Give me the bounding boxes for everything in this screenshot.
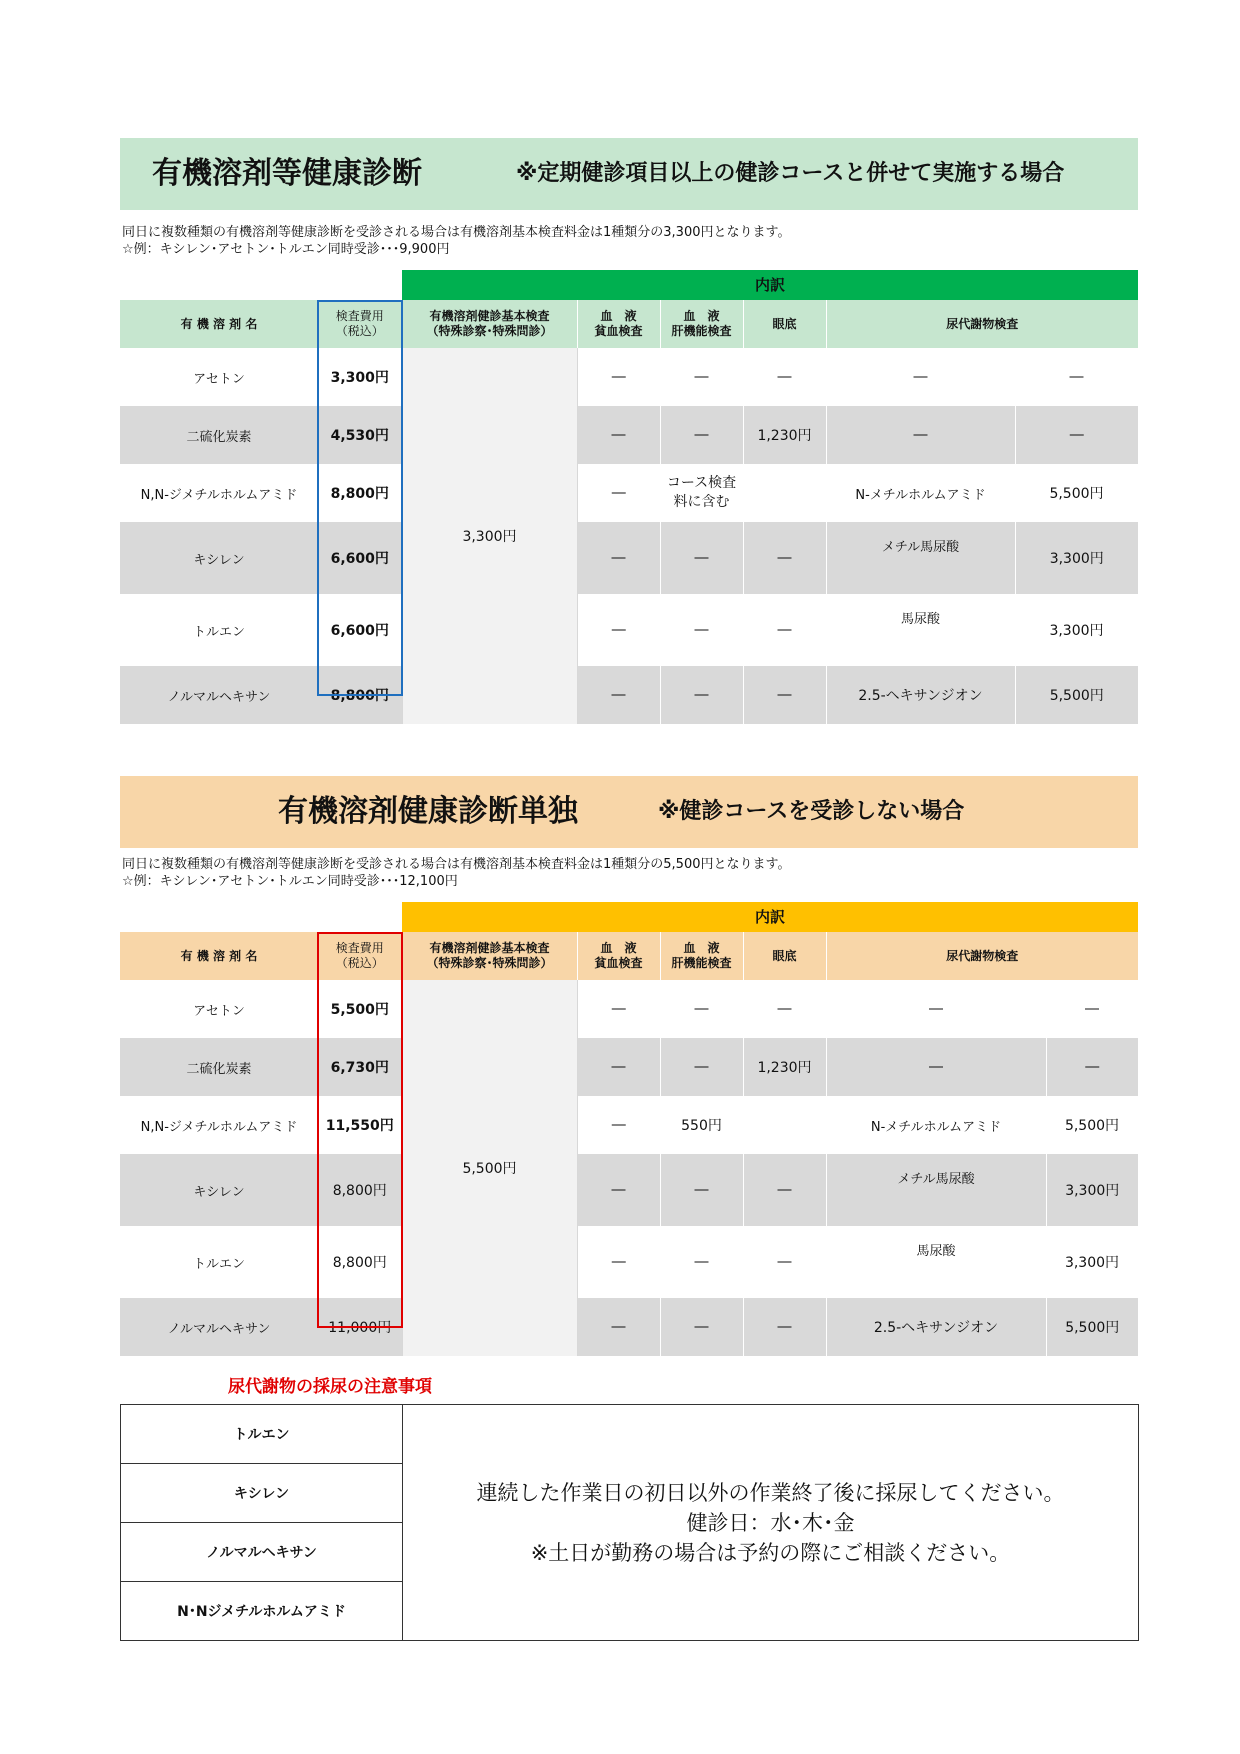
eye-cell: [743, 1096, 826, 1154]
urine-item: 2.5-ヘキサンジオン: [826, 666, 1015, 724]
urine-fee: ―: [1085, 1001, 1099, 1017]
eye-cell: ―: [777, 369, 792, 385]
liver-header: 血 液 肝機能検査: [660, 300, 743, 348]
table-row: [120, 1096, 1138, 1154]
urine-item: ―: [826, 406, 1015, 464]
urine-item: N-メチルホルムアミド: [870, 1119, 1002, 1135]
liver-cell: 550円: [681, 1118, 722, 1134]
uchiwake-row: [120, 902, 1138, 932]
solvent-name-header: 有 機 溶 剤 名: [180, 316, 258, 331]
total-fee: 6,730円: [318, 1038, 402, 1096]
section1-subtitle: ※定期健診項目以上の健診コースと併せて実施する場合: [516, 161, 1065, 186]
eye-header: 眼底: [743, 932, 826, 980]
urine-fee: ―: [1046, 1038, 1138, 1096]
caution-message-line2: 健診日：水･木･金: [686, 1510, 855, 1535]
caution-row: [121, 1405, 1139, 1464]
anemia-cell: ―: [577, 1298, 660, 1356]
eye-cell: ―: [743, 522, 826, 594]
urine-fee: ―: [1069, 369, 1084, 385]
total-fee: 4,530円: [318, 406, 402, 464]
table-row: [120, 522, 1138, 594]
fee-header: 検査費用 （税込）: [335, 309, 384, 338]
urine-item: メチル馬尿酸: [826, 1154, 1046, 1226]
solvent-name: キシレン: [120, 522, 318, 594]
urine-fee: 3,300円: [1046, 1154, 1138, 1226]
anemia-header: 血 液 貧血検査: [577, 932, 660, 980]
basic-exam-fee: 5,500円: [402, 980, 577, 1356]
urine-fee: 3,300円: [1064, 1255, 1120, 1271]
table-row: [120, 1298, 1138, 1356]
solvent-name: N,N-ジメチルホルムアミド: [140, 487, 298, 503]
anemia-header: 血 液 貧血検査: [577, 300, 660, 348]
solvent-name: ノルマルヘキサン: [120, 666, 318, 724]
liver-cell: ―: [660, 406, 743, 464]
solvent-name: ノルマルヘキサン: [120, 1298, 318, 1356]
urine-fee: 3,300円: [1015, 522, 1138, 594]
urine-header: 尿代謝物検査: [826, 932, 1138, 980]
section1-price-table: [120, 270, 1138, 724]
uchiwake-header: 内訳: [402, 270, 1138, 300]
anemia-cell: ―: [611, 369, 626, 385]
eye-cell: 1,230円: [743, 1038, 826, 1096]
section2-subtitle: ※健診コースを受診しない場合: [658, 799, 965, 824]
column-header-row: [120, 300, 1138, 348]
eye-cell: ―: [777, 1001, 792, 1017]
anemia-cell: ―: [577, 1038, 660, 1096]
total-fee: 8,800円: [330, 486, 389, 502]
total-fee: 11,000円: [318, 1298, 402, 1356]
solvent-name: アセトン: [193, 1003, 245, 1019]
eye-cell: ―: [777, 622, 792, 638]
urine-item: N-メチルホルムアミド: [855, 487, 986, 503]
solvent-name: キシレン: [120, 1154, 318, 1226]
caution-table: [120, 1404, 1139, 1641]
eye-cell: ―: [743, 1298, 826, 1356]
solvent-name: トルエン: [192, 624, 245, 640]
column-header-row: [120, 932, 1138, 980]
eye-cell: ―: [743, 1154, 826, 1226]
total-fee: 6,600円: [330, 623, 389, 639]
section2-price-table: [120, 902, 1138, 1356]
section1-title: 有機溶剤等健康診断: [152, 156, 422, 191]
anemia-cell: ―: [611, 1001, 626, 1017]
caution-solvent: N･Nジメチルホルムアミド: [121, 1582, 403, 1641]
liver-cell: ―: [660, 1154, 743, 1226]
urine-item: ―: [913, 369, 928, 385]
urine-fee: ―: [1015, 406, 1138, 464]
eye-cell: [743, 464, 826, 522]
eye-header: 眼底: [743, 300, 826, 348]
liver-cell: ―: [660, 1298, 743, 1356]
caution-message-line3: ※土日が勤務の場合は予約の際にご相談ください。: [530, 1540, 1011, 1565]
total-fee: 5,500円: [330, 1002, 389, 1018]
section1-note-line2: ☆例：キシレン･アセトン･トルエン同時受診･･･9,900円: [122, 242, 450, 257]
eye-cell: 1,230円: [743, 406, 826, 464]
anemia-cell: ―: [611, 485, 626, 501]
liver-cell: ―: [694, 1001, 709, 1017]
anemia-cell: ―: [577, 406, 660, 464]
eye-cell: ―: [743, 666, 826, 724]
urine-fee: 5,500円: [1015, 666, 1138, 724]
table-row: [120, 666, 1138, 724]
caution-solvent: キシレン: [121, 1464, 403, 1523]
caution-title: 尿代謝物の採尿の注意事項: [228, 1377, 432, 1397]
total-fee: 8,800円: [318, 1154, 402, 1226]
liver-cell: ―: [694, 369, 709, 385]
table-row: [120, 1038, 1138, 1096]
fee-header: 検査費用 （税込）: [335, 941, 384, 970]
section2-note: [122, 856, 790, 890]
urine-item: 2.5-ヘキサンジオン: [826, 1298, 1046, 1356]
solvent-name: トルエン: [192, 1256, 245, 1272]
solvent-name: アセトン: [193, 371, 245, 387]
caution-solvent: トルエン: [121, 1405, 403, 1464]
section1-note: [122, 224, 790, 258]
anemia-cell: ―: [611, 1117, 626, 1133]
liver-cell: ―: [660, 522, 743, 594]
urine-fee: 3,300円: [1049, 623, 1104, 639]
section1-note-line1: 同日に複数種類の有機溶剤等健康診断を受診される場合は有機溶剤基本検査料金は1種類分の3,300円となります。: [122, 225, 791, 240]
liver-cell: ―: [694, 622, 709, 638]
urine-fee: 5,500円: [1064, 1118, 1120, 1134]
total-fee: 8,800円: [318, 666, 402, 724]
urine-fee: 5,500円: [1046, 1298, 1138, 1356]
basic-exam-header: 有機溶剤健診基本検査 （特殊診察･特殊問診）: [402, 300, 577, 348]
solvent-name: 二硫化炭素: [120, 1038, 318, 1096]
table-row: [120, 1226, 1138, 1298]
caution-solvent: ノルマルヘキサン: [121, 1523, 403, 1582]
section2-note-line2: ☆例：キシレン･アセトン･トルエン同時受診･･･12,100円: [122, 874, 458, 889]
total-fee: 3,300円: [330, 370, 389, 386]
urine-item: 馬尿酸: [900, 612, 940, 627]
total-fee: 11,550円: [325, 1118, 394, 1134]
eye-cell: ―: [777, 1254, 792, 1270]
table-row: [120, 980, 1138, 1038]
table-row: [120, 1154, 1138, 1226]
solvent-name: N,N-ジメチルホルムアミド: [140, 1119, 298, 1135]
liver-cell: ―: [660, 1038, 743, 1096]
solvent-name-header: 有 機 溶 剤 名: [180, 948, 258, 963]
urine-header: 尿代謝物検査: [826, 300, 1138, 348]
total-fee: 8,800円: [332, 1255, 387, 1271]
section2-note-line1: 同日に複数種類の有機溶剤等健康診断を受診される場合は有機溶剤基本検査料金は1種類分の5,500円となります。: [122, 857, 791, 872]
urine-item: ―: [929, 1001, 943, 1017]
table-row: [120, 348, 1138, 406]
total-fee: 6,600円: [318, 522, 402, 594]
urine-item: 馬尿酸: [916, 1244, 956, 1259]
urine-item: ―: [826, 1038, 1046, 1096]
section2-title: 有機溶剤健康診断単独: [278, 794, 578, 829]
anemia-cell: ―: [611, 1254, 626, 1270]
liver-cell-text: コース検査料に含む: [666, 475, 737, 510]
anemia-cell: ―: [577, 1154, 660, 1226]
liver-cell: ―: [660, 666, 743, 724]
anemia-cell: ―: [611, 622, 626, 638]
basic-exam-fee: 3,300円: [402, 348, 577, 724]
section2-banner: [120, 776, 1138, 848]
urine-fee: 5,500円: [1049, 486, 1104, 502]
table-row: [120, 464, 1138, 522]
caution-message: [403, 1405, 1139, 1641]
liver-header: 血 液 肝機能検査: [660, 932, 743, 980]
anemia-cell: ―: [577, 522, 660, 594]
table-row: [120, 594, 1138, 666]
uchiwake-header: 内訳: [402, 902, 1138, 932]
anemia-cell: ―: [577, 666, 660, 724]
uchiwake-row: [120, 270, 1138, 300]
liver-cell: [660, 464, 743, 522]
urine-item: メチル馬尿酸: [826, 522, 1015, 594]
basic-exam-header: 有機溶剤健診基本検査 （特殊診察･特殊問診）: [402, 932, 577, 980]
liver-cell: ―: [694, 1254, 709, 1270]
caution-message-line1: 連続した作業日の初日以外の作業終了後に採尿してください。: [476, 1480, 1065, 1505]
section1-banner: [120, 138, 1138, 210]
solvent-name: 二硫化炭素: [120, 406, 318, 464]
table-row: [120, 406, 1138, 464]
